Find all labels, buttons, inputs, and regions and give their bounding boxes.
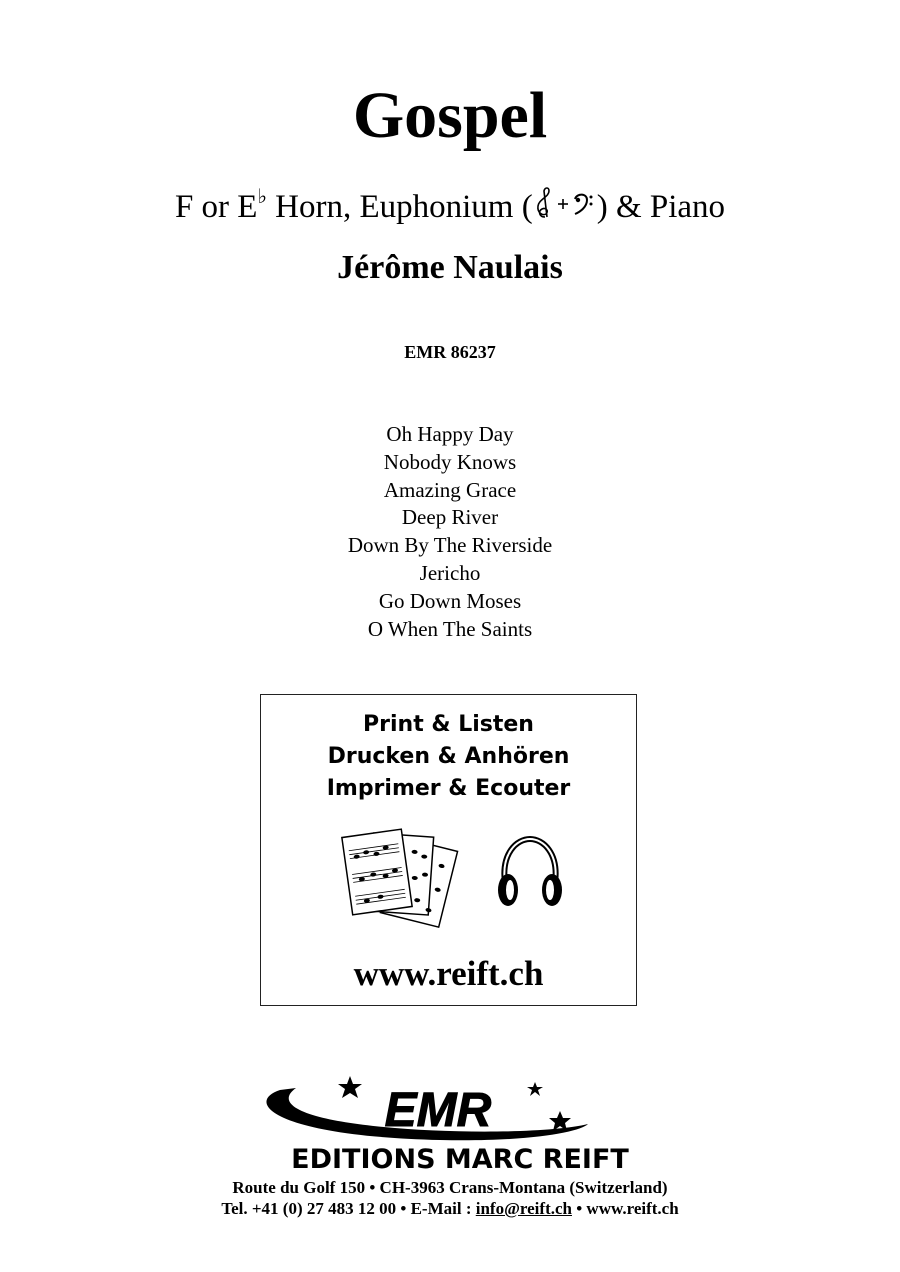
instrumentation-middle: Horn, Euphonium ( [266,189,533,225]
instrumentation-suffix: ) & Piano [596,189,726,225]
promo-line-english: Print & Listen [363,712,534,737]
song-item: Deep River [401,505,499,530]
song-item: Down By The Riverside [347,533,553,558]
catalog-number: EMR 86237 [404,342,496,362]
sheet-music-icon [341,827,471,942]
logo-publisher-name [291,1144,629,1172]
composer-name: Jérôme Naulais [337,249,563,286]
promo-website[interactable]: www.reift.ch [353,954,544,993]
song-item: Amazing Grace [383,477,517,502]
publisher-phone: Tel. +41 (0) 27 483 12 00 • E-Mail : [221,1199,476,1218]
svg-text:EDITIONS MARC REIFT: EDITIONS MARC REIFT [291,1144,629,1172]
svg-text:EMR: EMR [384,1084,492,1137]
emr-logo [240,1076,680,1177]
song-item: Nobody Knows [383,449,517,474]
print-listen-box [260,694,637,1006]
logo-wordmark [385,1084,492,1137]
publisher-website: • www.reift.ch [571,1199,679,1218]
instrumentation-prefix: F or E [174,189,258,225]
email-link[interactable]: info@reift.ch [475,1199,572,1218]
publisher-address: Route du Golf 150 • CH-3963 Crans-Montana (Switzerland) [232,1178,668,1197]
instrumentation [0,176,900,230]
promo-line-french: Imprimer & Ecouter [326,776,571,801]
song-item: O When The Saints [367,616,533,641]
flat-sign: ♭ [257,186,267,208]
song-list [0,421,900,643]
page-title: Gospel [352,79,548,152]
song-item: Oh Happy Day [386,422,514,446]
promo-line-german: Drucken & Anhören [327,744,570,769]
treble-plus-bass-clef-icon [533,187,597,230]
song-item: Go Down Moses [378,588,522,613]
song-item: Jericho [419,560,481,585]
publisher-contact [0,1198,900,1220]
headphones-icon [495,835,565,920]
